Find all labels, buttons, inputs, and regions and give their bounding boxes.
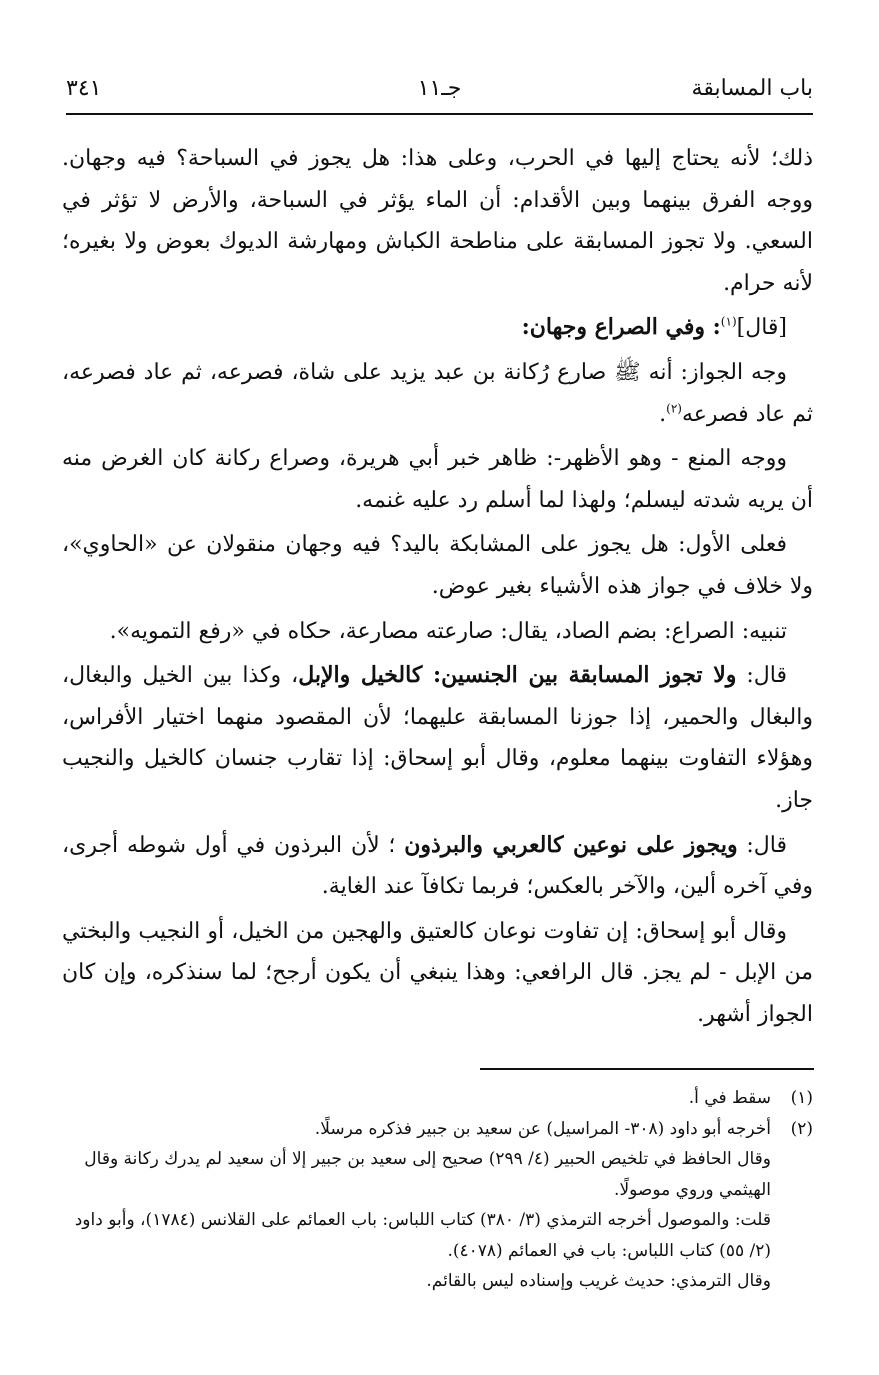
footnote-line: سقط في أ. [688,1088,771,1108]
paragraph: وجه الجواز: أنه ﷺ صارع رُكانة بن عبد يزيد على شاة، فصرعه، ثم عاد فصرعه، ثم عاد فصرعه$^{(٢)}$. [62,359,813,427]
paragraph: ذلك؛ لأنه يحتاج إليها في الحرب، وعلى هذا: هل يجوز في السباحة؟ فيه وجهان. ووجه الفرق بينهما وبين الأقدام: أن الماء يؤثر في السباحة، والأرض لا تؤثر في السعي. ولا تجوز المسابقة على مناطحة الكباش ومهارشة الديوك بعوض ولا بغيره؛ لأنه حرام. [62,146,813,296]
paragraph: قال: ولا تجوز المسابقة بين الجنسين: كالخيل والإبل، وكذا بين الخيل والبغال، والبغال والحمير، إذا جوزنا المسابقة عليهما؛ لأن المقصود منهما اختيار الأفراس، وهؤلاء التفاوت بينهما معلوم، وقال أبو إسحاق: إذا تقارب جنسان كالخيل والنجيب جاز. [62,662,813,813]
footnote-separator [480,1068,814,1070]
paragraph: [قال]$^{(١)}$: وفي الصراع وجهان: [521,314,787,341]
footnote-number: (١) [790,1088,813,1108]
paragraph: قال: ويجوز على نوعين كالعربي والبرذون ؛ لأن البرذون في أول شوطه أجرى، وفي آخره ألين، والآخر بالعكس؛ فربما تكافآ عند الغاية. [62,831,813,900]
footnote-item [62,1083,813,1114]
footnote-ref: (٢) [666,401,682,416]
header-rule [66,113,813,115]
running-header [66,68,813,108]
paragraph: وقال أبو إسحاق: إن تفاوت نوعان كالعتيق والهجين من الخيل، أو النجيب والبختي من الإبل - لم يجز. قال الرافعي: وهذا ينبغي أن يكون أرجح؛ لما سنذكره، وإن كان الجواز أشهر. [62,918,813,1027]
footnote-line: وقال الترمذي: حديث غريب وإسناده ليس بالقائم. [426,1271,771,1291]
footnote-ref: (١) [720,315,737,330]
paragraph: ووجه المنع - وهو الأظهر-: ظاهر خبر أبي هريرة، وصراع ركانة كان الغرض منه أن يريه شدته ليسلم؛ ولهذا لما أسلم رد عليه غنمه. [62,446,813,513]
footnote-item [62,1114,813,1297]
volume-number: جـ١١ [417,75,462,101]
footnote-line: أخرجه أبو داود (٣٠٨- المراسيل) عن سعيد بن جبير فذكره مرسلًا. [314,1118,771,1139]
footnote-line: وقال الحافظ في تلخيص الحبير (٤/ ٢٩٩) صحيح إلى سعيد بن جبير إلا أن سعيد لم يدرك ركانة وقال الهيثمي وروي موصولًا. [84,1149,771,1200]
paragraph: فعلى الأول: هل يجوز على المشابكة باليد؟ فيه وجهان منقولان عن «الحاوي»، ولا خلاف في جواز هذه الأشياء بغير عوض. [62,532,813,599]
main-text [62,138,813,1038]
footnotes [62,1083,813,1297]
page-number: ٣٤١ [66,75,102,101]
footnote-number: (٢) [790,1118,813,1139]
chapter-title: باب المسابقة [691,75,813,101]
paragraph: تنبيه: الصراع: بضم الصاد، يقال: صارعته مصارعة، حكاه في «رفع التمويه». [109,618,787,644]
footnote-line: قلت: والموصول أخرجه الترمذي (٣/ ٣٨٠) كتاب اللباس: باب العمائم على القلانس (١٧٨٤)، وأبو داود (٢/ ٥٥) كتاب اللباس: باب في العمائم (٤٠٧٨). [74,1210,771,1261]
